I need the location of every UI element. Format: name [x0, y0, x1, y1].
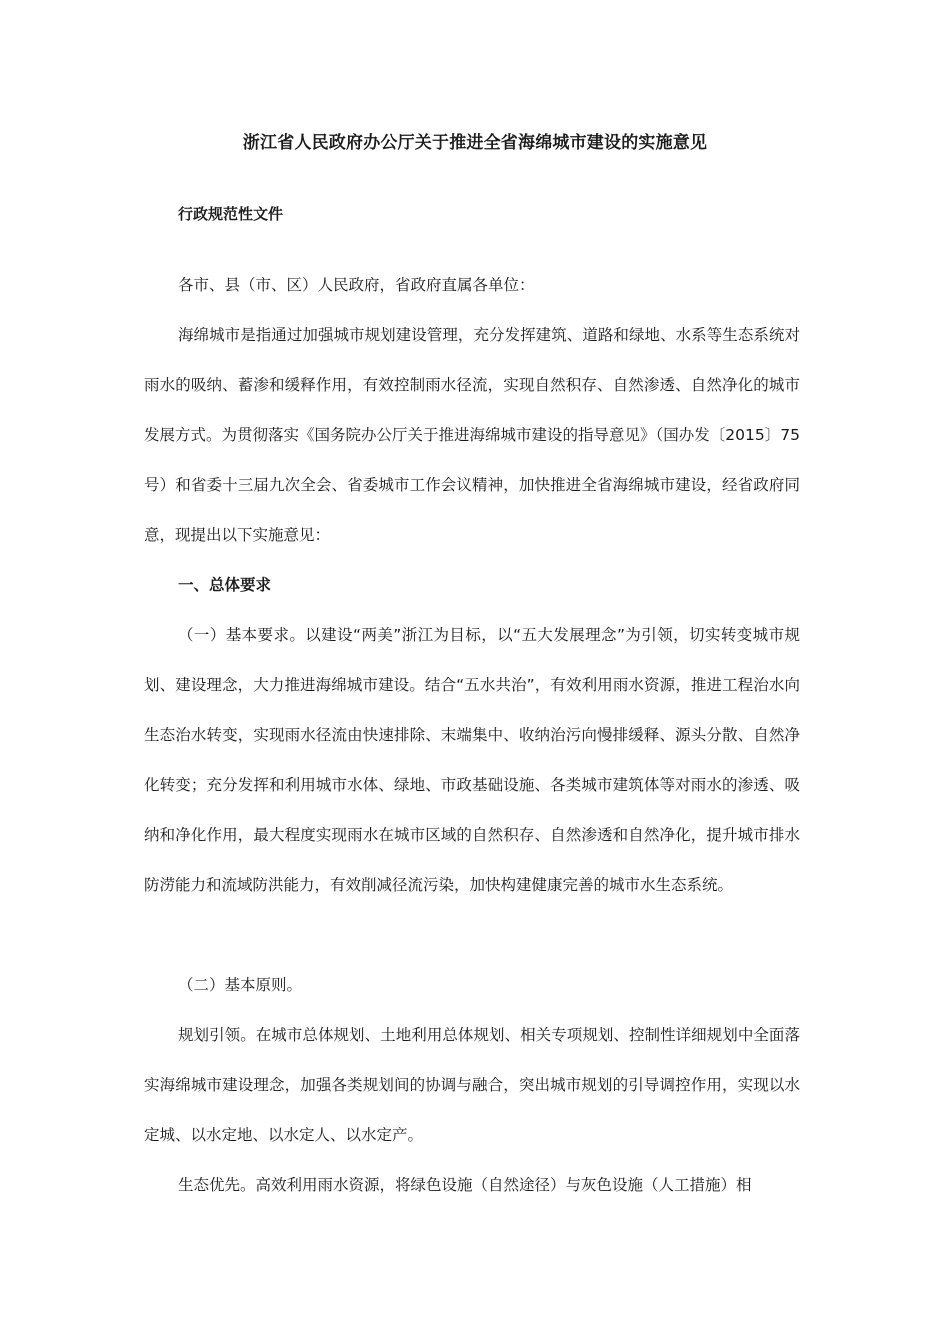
paragraph-planning-guidance: 规划引领。在城市总体规划、土地利用总体规划、相关专项规划、控制性详细规划中全面落实海绵城市建设理念，加强各类规划间的协调与融合，突出城市规划的引导调控作用，实现以水定城、以水定地、以水定人、以水定产。	[144, 1026, 800, 1144]
intro-paragraph: 海绵城市是指通过加强城市规划建设管理，充分发挥建筑、道路和绿地、水系等生态系统对雨水的吸纳、蓄渗和缓释作用，有效控制雨水径流，实现自然积存、自然渗透、自然净化的城市发展方式。为贯彻落实《国务院办公厅关于推进海绵城市建设的指导意见》（国办发〔2015〕75 号）和省委十三届九次全会、省委城市工作会议精神，加快推进全省海绵城市建设，经省政府同意，现提出以下实施意见：	[144, 326, 800, 544]
document-title: 浙江省人民政府办公厅关于推进全省海绵城市建设的实施意见	[242, 133, 708, 153]
section-heading-general-requirements: 一、总体要求	[178, 576, 272, 594]
paragraph-basic-requirements: （一）基本要求。以建设“两美”浙江为目标，以“五大发展理念”为引领，切实转变城市规划、建设理念，大力推进海绵城市建设。结合“五水共治”，有效利用雨水资源，推进工程治水向生态治水转变，实现雨水径流由快速排除、末端集中、收纳治污向慢排缓释、源头分散、自然净化转变；充分发挥和利用城市水体、绿地、市政基础设施、各类城市建筑体等对雨水的渗透、吸纳和净化作用，最大程度实现雨水在城市区域的自然积存、自然渗透和自然净化，提升城市排水防涝能力和流域防洪能力，有效削减径流污染，加快构建健康完善的城市水生态系统。	[144, 626, 800, 894]
document-category: 行政规范性文件	[178, 205, 284, 223]
paragraph-ecology-priority: 生态优先。高效利用雨水资源，将绿色设施（自然途径）与灰色设施（人工措施）相	[178, 1176, 752, 1194]
salutation: 各市、县（市、区）人民政府，省政府直属各单位：	[178, 276, 535, 294]
subheading-basic-principles: （二）基本原则。	[178, 976, 303, 994]
